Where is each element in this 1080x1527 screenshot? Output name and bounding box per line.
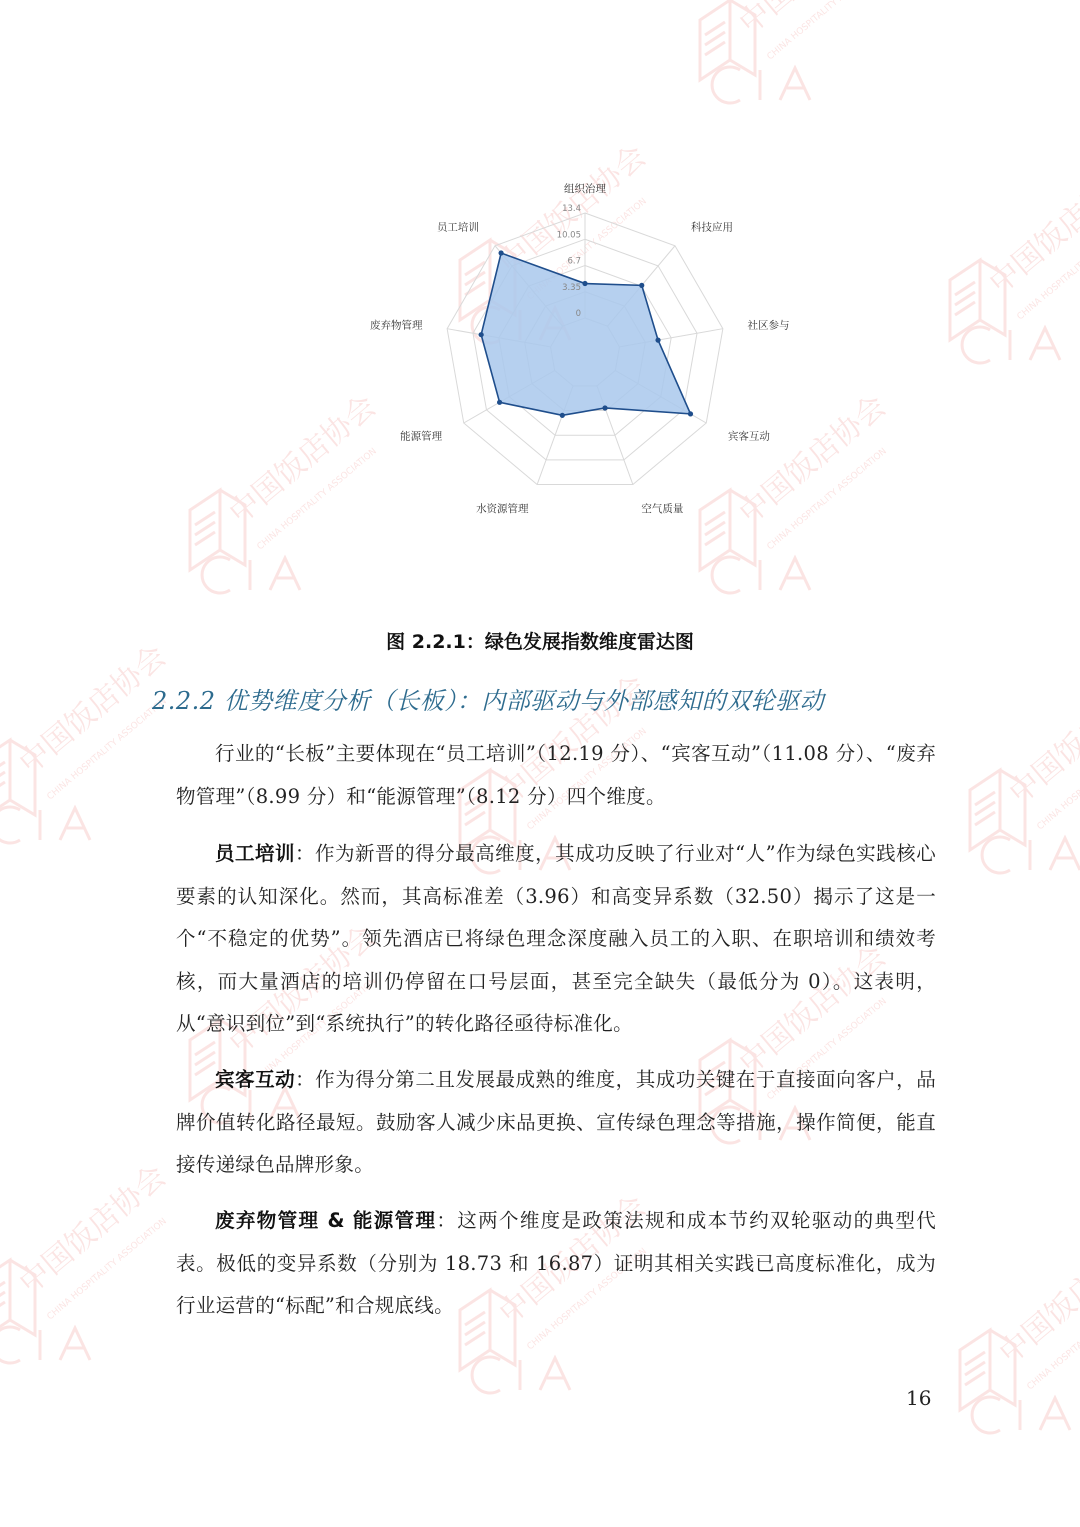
- watermark-logo: [970, 669, 1080, 873]
- training-body: ：作为新晋的得分最高维度，其成功反映了行业对“人”作为绿色实践核心要素的认知深化。然而，其高标准差（3.96）和高变异系数（32.50）揭示了这是一个“不稳定的优势”。领先酒店已将绿色理念深度融入员工的入职、在职培训和绩效考核，而大量酒店的培训仍停留在口号层面，甚至完全缺失（最低分为 0）。这表明，从“意识到位”到“系统执行”的转化路径亟待标准化。: [176, 842, 936, 1035]
- tick-label: 6.7: [567, 256, 581, 267]
- watermark-logo: [700, 0, 893, 103]
- waste-energy-paragraph: [176, 1200, 936, 1328]
- data-point: [497, 400, 502, 405]
- axis-label: 空气质量: [641, 503, 684, 516]
- guest-lead: 宾客互动: [215, 1068, 296, 1091]
- axis-label: 科技应用: [691, 221, 734, 234]
- radar-chart: [330, 160, 850, 610]
- guest-paragraph: [176, 1059, 936, 1187]
- data-point: [639, 283, 644, 288]
- tick-label: 3.35: [562, 282, 581, 293]
- watermark-logo: [0, 1159, 173, 1363]
- axis-label: 宾客互动: [727, 430, 770, 443]
- axis-label: 员工培训: [436, 221, 479, 234]
- axis-label: 社区参与: [747, 319, 790, 332]
- training-lead: 员工培训: [215, 842, 296, 865]
- section-heading: 2.2.2 优势维度分析（长板）：内部驱动与外部感知的双轮驱动: [152, 687, 825, 715]
- watermark-logo: [960, 1229, 1080, 1433]
- watermark-logo: [950, 159, 1080, 363]
- figure-caption: 图 2.2.1：绿色发展指数维度雷达图: [386, 631, 694, 653]
- waste-energy-lead: 废弃物管理 & 能源管理: [215, 1209, 437, 1232]
- data-point: [582, 281, 587, 286]
- tick-label: 0: [575, 309, 581, 319]
- watermark-logo: [0, 639, 173, 843]
- data-point: [688, 411, 693, 416]
- data-point: [655, 338, 660, 343]
- waste-energy-body: ：这两个维度是政策法规和成本节约双轮驱动的典型代表。极低的变异系数（分别为 18.73 和 16.87）证明其相关实践已高度标准化，成为行业运营的“标配”和合规底线。: [176, 1209, 937, 1317]
- guest-body: ：作为得分第二且发展最成熟的维度，其成功关键在于直接面向客户，品牌价值转化路径最短。鼓励客人减少床品更换、宣传绿色理念等措施，操作简便，能直接传递绿色品牌形象。: [176, 1068, 936, 1176]
- page-number: 16: [906, 1386, 932, 1410]
- tick-label: 10.05: [556, 230, 581, 241]
- axis-label: 能源管理: [400, 430, 443, 443]
- data-point: [499, 250, 504, 255]
- tick-label: 13.4: [562, 204, 581, 214]
- data-point: [560, 413, 565, 418]
- training-paragraph: [176, 833, 936, 1046]
- series-area: [481, 253, 690, 415]
- axis-label: 废弃物管理: [370, 319, 423, 332]
- data-point: [602, 405, 607, 410]
- intro-paragraph: 行业的“长板”主要体现在“员工培训”（12.19 分）、“宾客互动”（11.08 分）、“废弃物管理”（8.99 分）和“能源管理”（8.12 分）四个维度。: [176, 742, 936, 808]
- data-point: [479, 332, 484, 337]
- axis-label: 水资源管理: [476, 503, 529, 516]
- axis-label: 组织治理: [564, 183, 606, 195]
